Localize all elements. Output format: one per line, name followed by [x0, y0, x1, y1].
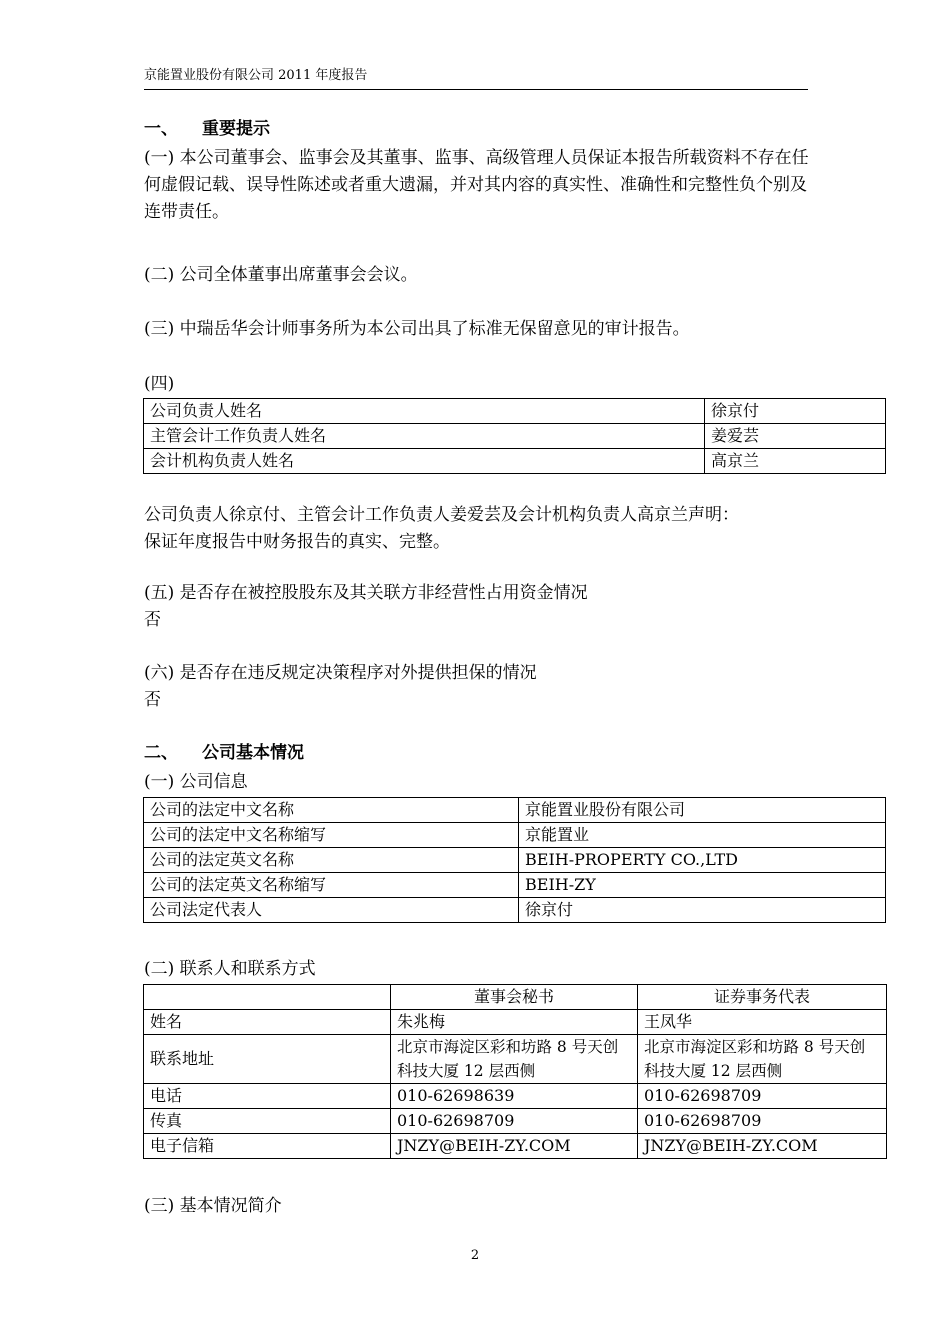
sub-3-label: (三)	[144, 1196, 175, 1216]
table-row	[144, 449, 886, 474]
statement-line-1: 公司负责人徐京付、主管会计工作负责人姜爱芸及会计机构负责人高京兰声明：	[144, 505, 739, 525]
sub-1-label: (一)	[144, 772, 175, 792]
table-cell: 公司的法定中文名称	[144, 798, 519, 823]
page-header: 京能置业股份有限公司 2011 年度报告	[144, 64, 808, 90]
item-3-text: 中瑞岳华会计师事务所为本公司出具了标准无保留意见的审计报告。	[179, 319, 690, 339]
responsible-persons-table	[143, 398, 886, 474]
item-5	[144, 580, 808, 634]
table-row	[144, 424, 886, 449]
table-cell: 北京市海淀区彩和坊路 8 号天创科技大厦 12 层西侧	[638, 1035, 887, 1084]
table-cell: 京能置业	[519, 823, 886, 848]
table-row	[144, 898, 886, 923]
table-cell: 京能置业股份有限公司	[519, 798, 886, 823]
section-2-title: 公司基本情况	[202, 743, 304, 763]
contact-table	[143, 984, 887, 1159]
statement-line-2: 保证年度报告中财务报告的真实、完整。	[144, 532, 450, 552]
table-header-cell: 董事会秘书	[391, 985, 638, 1010]
table-row	[144, 1109, 887, 1134]
item-2	[144, 262, 808, 289]
item-6-label: (六)	[144, 663, 175, 683]
table-cell: 姜爱芸	[705, 424, 886, 449]
statement	[144, 502, 844, 556]
table-row	[144, 1010, 887, 1035]
table-row	[144, 873, 886, 898]
table-cell: 010-62698709	[638, 1109, 887, 1134]
item-4-label: (四)	[144, 374, 175, 394]
item-1	[144, 145, 812, 226]
table-header-row	[144, 985, 887, 1010]
table-cell: 王凤华	[638, 1010, 887, 1035]
table-cell: 高京兰	[705, 449, 886, 474]
sub-3	[144, 1193, 808, 1220]
item-3	[144, 316, 808, 343]
table-row	[144, 848, 886, 873]
company-info-table	[143, 797, 886, 923]
sub-2	[144, 956, 808, 983]
table-cell: 朱兆梅	[391, 1010, 638, 1035]
table-header-cell: 证券事务代表	[638, 985, 887, 1010]
sub-3-text: 基本情况简介	[179, 1196, 282, 1216]
table-cell: 北京市海淀区彩和坊路 8 号天创科技大厦 12 层西侧	[391, 1035, 638, 1084]
sub-2-text: 联系人和联系方式	[179, 959, 316, 979]
item-2-text: 公司全体董事出席董事会会议。	[179, 265, 418, 285]
table-cell: 传真	[144, 1109, 391, 1134]
item-6	[144, 660, 808, 714]
item-6-answer: 否	[144, 690, 161, 710]
table-cell: 公司的法定英文名称	[144, 848, 519, 873]
sub-2-label: (二)	[144, 959, 175, 979]
table-cell: 徐京付	[705, 399, 886, 424]
table-cell: 公司负责人姓名	[144, 399, 705, 424]
table-cell: 电子信箱	[144, 1134, 391, 1159]
table-cell: JNZY@BEIH-ZY.COM	[391, 1134, 638, 1159]
table-cell: JNZY@BEIH-ZY.COM	[638, 1134, 887, 1159]
item-5-answer: 否	[144, 610, 161, 630]
table-cell: 公司的法定中文名称缩写	[144, 823, 519, 848]
table-row	[144, 1134, 887, 1159]
table-cell: 010-62698639	[391, 1084, 638, 1109]
table-cell: 公司的法定英文名称缩写	[144, 873, 519, 898]
sub-1-text: 公司信息	[179, 772, 248, 792]
table-cell: 徐京付	[519, 898, 886, 923]
section-1-heading	[144, 116, 808, 143]
item-5-text: 是否存在被控股股东及其关联方非经营性占用资金情况	[179, 583, 588, 603]
item-6-text: 是否存在违反规定决策程序对外提供担保的情况	[179, 663, 537, 683]
table-row	[144, 1084, 887, 1109]
table-row	[144, 823, 886, 848]
table-cell: 联系地址	[144, 1035, 391, 1084]
table-cell: 010-62698709	[638, 1084, 887, 1109]
table-header-cell	[144, 985, 391, 1010]
section-1-title: 重要提示	[202, 119, 270, 139]
item-1-text: 本公司董事会、监事会及其董事、监事、高级管理人员保证本报告所载资料不存在任何虚假记载、误导性陈述或者重大遗漏，并对其内容的真实性、准确性和完整性负个别及连带责任。	[144, 148, 809, 222]
item-3-label: (三)	[144, 319, 175, 339]
page-number: 2	[470, 1248, 480, 1263]
item-1-label: (一)	[144, 148, 175, 168]
table-cell: 公司法定代表人	[144, 898, 519, 923]
table-cell: BEIH-PROPERTY CO.,LTD	[519, 848, 886, 873]
table-cell: 010-62698709	[391, 1109, 638, 1134]
table-cell: 会计机构负责人姓名	[144, 449, 705, 474]
table-row	[144, 399, 886, 424]
section-1-number: 一、	[144, 119, 178, 139]
section-2-number: 二、	[144, 743, 178, 763]
table-row	[144, 798, 886, 823]
section-2-heading	[144, 740, 808, 767]
table-cell: BEIH-ZY	[519, 873, 886, 898]
item-2-label: (二)	[144, 265, 175, 285]
table-row	[144, 1035, 887, 1084]
item-5-label: (五)	[144, 583, 175, 603]
table-cell: 主管会计工作负责人姓名	[144, 424, 705, 449]
sub-1	[144, 769, 808, 796]
table-cell: 姓名	[144, 1010, 391, 1035]
table-cell: 电话	[144, 1084, 391, 1109]
